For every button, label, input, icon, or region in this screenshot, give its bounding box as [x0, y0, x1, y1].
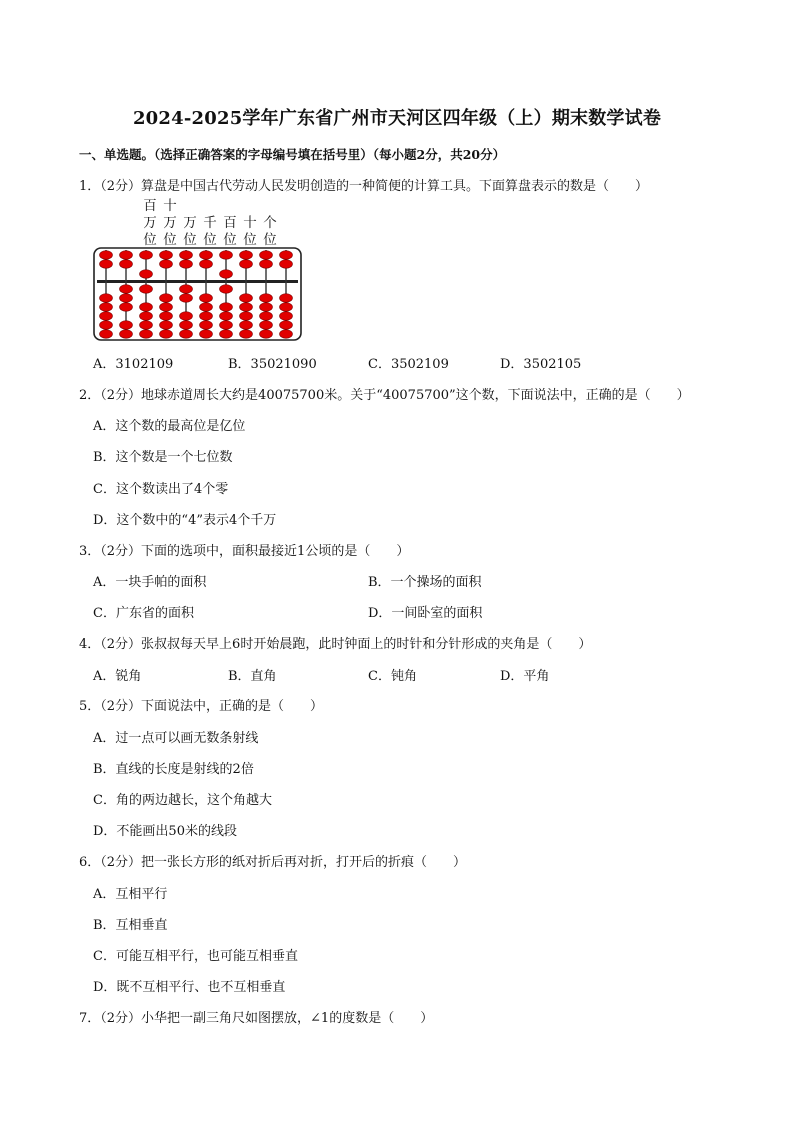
section-heading: 一、单选题。（选择正确答案的字母编号填在括号里）（每小题2分，共20分） — [79, 147, 506, 162]
abacus-lower-bead — [120, 321, 133, 330]
abacus-lower-bead — [240, 330, 253, 339]
abacus-lower-bead — [260, 303, 273, 312]
abacus-lower-bead — [160, 321, 173, 330]
q1-option-c: C．3502109 — [368, 357, 449, 372]
abacus-upper-bead — [200, 251, 213, 260]
page-title: 2024-2025学年广东省广州市天河区四年级（上）期末数学试卷 — [132, 108, 662, 129]
abacus-lower-bead — [140, 330, 153, 339]
abacus-lower-bead — [100, 303, 113, 312]
abacus-lower-bead — [160, 330, 173, 339]
abacus-lower-bead — [280, 312, 293, 321]
abacus-lower-bead — [140, 321, 153, 330]
abacus-upper-bead — [100, 251, 113, 260]
abacus-upper-bead — [280, 251, 293, 260]
abacus-lower-bead — [200, 321, 213, 330]
abacus-lower-bead — [260, 330, 273, 339]
abacus-beam — [97, 280, 298, 283]
q2-option-b: B．这个数是一个七位数 — [93, 450, 233, 465]
place-label-ten-thousand: 万 位 — [183, 215, 197, 248]
abacus-upper-bead — [120, 251, 133, 260]
abacus-lower-bead — [140, 312, 153, 321]
abacus-lower-bead — [180, 285, 193, 294]
abacus-lower-bead — [220, 285, 233, 294]
place-label-ten: 十 位 — [243, 215, 257, 248]
place-label-hundred-thousands: 百 万 位 — [143, 198, 157, 248]
abacus-lower-bead — [200, 330, 213, 339]
q3-option-b: B．一个操场的面积 — [368, 575, 482, 590]
abacus-lower-bead — [240, 303, 253, 312]
place-label-hundred: 百 位 — [223, 215, 237, 248]
abacus-upper-bead — [240, 251, 253, 260]
place-label-ten-thousands: 十 万 位 — [163, 198, 177, 248]
abacus-lower-bead — [100, 312, 113, 321]
question-3: 3．（2分）下面的选项中，面积最接近1公顷的是（ ） — [79, 544, 410, 559]
abacus-lower-bead — [200, 294, 213, 303]
abacus-lower-bead — [180, 321, 193, 330]
abacus-lower-bead — [100, 321, 113, 330]
q5-option-d: D．不能画出50米的线段 — [93, 824, 237, 839]
q6-option-d: D．既不互相平行、也不互相垂直 — [93, 980, 286, 995]
abacus-upper-bead — [140, 251, 153, 260]
abacus-upper-bead — [240, 260, 253, 269]
q2-option-a: A．这个数的最高位是亿位 — [93, 419, 246, 434]
abacus-lower-bead — [200, 312, 213, 321]
q5-option-a: A．过一点可以画无数条射线 — [93, 731, 259, 746]
abacus-upper-bead — [180, 251, 193, 260]
abacus-lower-bead — [220, 321, 233, 330]
abacus-lower-bead — [260, 294, 273, 303]
q2-option-d: D．这个数中的“4”表示4个千万 — [93, 513, 277, 528]
question-4: 4．（2分）张叔叔每天早上6时开始晨跑，此时钟面上的时针和分针形成的夹角是（ ） — [79, 637, 592, 652]
abacus-lower-bead — [120, 303, 133, 312]
question-7: 7．（2分）小华把一副三角尺如图摆放，∠1的度数是（ ） — [79, 1011, 434, 1026]
q4-option-c: C．钝角 — [368, 669, 417, 684]
q1-option-b: B．35021090 — [228, 357, 317, 372]
question-6: 6．（2分）把一张长方形的纸对折后再对折，打开后的折痕（ ） — [79, 855, 467, 870]
abacus-upper-bead — [120, 260, 133, 269]
q5-option-c: C．角的两边越长，这个角越大 — [93, 793, 272, 808]
abacus-lower-bead — [280, 321, 293, 330]
abacus-lower-bead — [240, 312, 253, 321]
place-label-thousand: 千 位 — [203, 215, 217, 248]
abacus-lower-bead — [140, 303, 153, 312]
abacus-lower-bead — [160, 303, 173, 312]
abacus-upper-bead — [180, 260, 193, 269]
q4-option-b: B．直角 — [228, 669, 277, 684]
abacus-lower-bead — [220, 312, 233, 321]
abacus-upper-bead — [220, 270, 233, 279]
abacus-lower-bead — [220, 303, 233, 312]
abacus-upper-bead — [260, 251, 273, 260]
abacus-lower-bead — [220, 330, 233, 339]
abacus-lower-bead — [160, 294, 173, 303]
q4-option-a: A．锐角 — [93, 669, 142, 684]
q6-option-b: B．互相垂直 — [93, 918, 168, 933]
abacus-lower-bead — [280, 303, 293, 312]
place-label-one: 个 位 — [263, 215, 277, 248]
abacus-lower-bead — [280, 330, 293, 339]
q3-option-c: C．广东省的面积 — [93, 606, 194, 621]
abacus-figure — [93, 247, 303, 342]
q6-option-c: C．可能互相平行，也可能互相垂直 — [93, 949, 298, 964]
abacus-upper-bead — [160, 251, 173, 260]
q1-option-d: D．3502105 — [500, 357, 582, 372]
abacus-lower-bead — [200, 303, 213, 312]
question-5: 5．（2分）下面说法中，正确的是（ ） — [79, 699, 324, 714]
q3-option-d: D．一间卧室的面积 — [368, 606, 483, 621]
abacus-upper-bead — [200, 260, 213, 269]
abacus-lower-bead — [140, 285, 153, 294]
abacus-upper-bead — [100, 260, 113, 269]
abacus-lower-bead — [180, 294, 193, 303]
abacus-lower-bead — [180, 330, 193, 339]
abacus-lower-bead — [120, 294, 133, 303]
abacus-lower-bead — [120, 285, 133, 294]
abacus-upper-bead — [160, 260, 173, 269]
abacus-lower-bead — [260, 312, 273, 321]
abacus-upper-bead — [140, 270, 153, 279]
q1-option-a: A．3102109 — [93, 357, 174, 372]
abacus-lower-bead — [160, 312, 173, 321]
q6-option-a: A．互相平行 — [93, 887, 168, 902]
q5-option-b: B．直线的长度是射线的2倍 — [93, 762, 254, 777]
q4-option-d: D．平角 — [500, 669, 550, 684]
q3-option-a: A．一块手帕的面积 — [93, 575, 207, 590]
abacus-lower-bead — [260, 321, 273, 330]
abacus-lower-bead — [280, 294, 293, 303]
question-2: 2．（2分）地球赤道周长大约是40075700米。关于“40075700”这个数，下面说法中，正确的是（ ） — [79, 388, 690, 403]
abacus-lower-bead — [240, 321, 253, 330]
abacus-lower-bead — [240, 294, 253, 303]
abacus-lower-bead — [180, 312, 193, 321]
question-1: 1．（2分）算盘是中国古代劳动人民发明创造的一种简便的计算工具。下面算盘表示的数是（ ） — [79, 179, 649, 194]
q2-option-c: C．这个数读出了4个零 — [93, 482, 229, 497]
abacus-upper-bead — [260, 260, 273, 269]
abacus-lower-bead — [100, 294, 113, 303]
abacus-upper-bead — [220, 251, 233, 260]
abacus-lower-bead — [100, 330, 113, 339]
abacus-lower-bead — [120, 330, 133, 339]
abacus-upper-bead — [280, 260, 293, 269]
